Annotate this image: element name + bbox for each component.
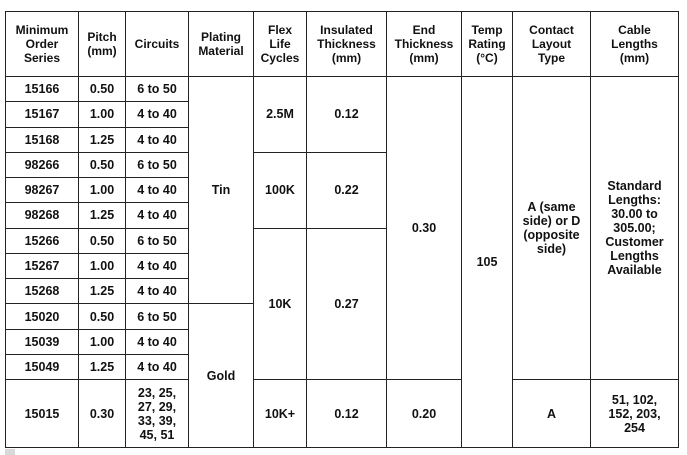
cable-lengths-cell: Standard Lengths: 30.00 to 305.00; Customer Lengths Available — [591, 77, 679, 380]
scroll-corner-mark — [5, 449, 15, 455]
insulated-thickness-cell: 0.27 — [307, 228, 387, 380]
header-temp-rating: Temp Rating (°C) — [462, 12, 513, 77]
circuits-cell: 4 to 40 — [126, 279, 189, 304]
pitch-cell: 0.50 — [79, 77, 126, 102]
circuits-cell: 4 to 40 — [126, 178, 189, 203]
circuits-cell: 6 to 50 — [126, 304, 189, 329]
header-row — [6, 12, 679, 77]
pitch-cell: 0.50 — [79, 228, 126, 253]
pitch-cell: 1.00 — [79, 253, 126, 278]
circuits-cell: 6 to 50 — [126, 228, 189, 253]
circuits-cell: 4 to 40 — [126, 102, 189, 127]
series-cell: 15020 — [6, 304, 79, 329]
flex-life-cell: 10K+ — [254, 380, 307, 448]
insulated-thickness-cell: 0.12 — [307, 380, 387, 448]
contact-layout-cell: A (same side) or D (opposite side) — [513, 77, 591, 380]
pitch-cell: 1.25 — [79, 127, 126, 152]
plating-tin-cell: Tin — [189, 77, 254, 304]
contact-layout-cell: A — [513, 380, 591, 448]
header-insulated-thickness: Insulated Thickness (mm) — [307, 12, 387, 77]
series-cell: 15266 — [6, 228, 79, 253]
header-end-thickness: End Thickness (mm) — [387, 12, 462, 77]
insulated-thickness-cell: 0.12 — [307, 77, 387, 153]
pitch-cell: 1.25 — [79, 279, 126, 304]
series-cell: 15167 — [6, 102, 79, 127]
pitch-cell: 0.50 — [79, 304, 126, 329]
circuits-cell: 4 to 40 — [126, 253, 189, 278]
pitch-cell: 1.00 — [79, 102, 126, 127]
header-circuits: Circuits — [126, 12, 189, 77]
insulated-thickness-cell: 0.22 — [307, 152, 387, 228]
circuits-cell: 4 to 40 — [126, 127, 189, 152]
end-thickness-cell: 0.30 — [387, 77, 462, 380]
pitch-cell: 0.30 — [79, 380, 126, 448]
flex-life-cell: 10K — [254, 228, 307, 380]
pitch-cell: 0.50 — [79, 152, 126, 177]
header-pitch: Pitch (mm) — [79, 12, 126, 77]
pitch-cell: 1.25 — [79, 203, 126, 228]
circuits-cell: 6 to 50 — [126, 152, 189, 177]
header-plating: Plating Material — [189, 12, 254, 77]
series-cell: 15015 — [6, 380, 79, 448]
series-cell: 98267 — [6, 178, 79, 203]
header-contact-layout: Contact Layout Type — [513, 12, 591, 77]
pitch-cell: 1.00 — [79, 329, 126, 354]
flex-life-cell: 2.5M — [254, 77, 307, 153]
circuits-cell: 6 to 50 — [126, 77, 189, 102]
pitch-cell: 1.00 — [79, 178, 126, 203]
connector-spec-table — [5, 11, 679, 448]
end-thickness-cell: 0.20 — [387, 380, 462, 448]
series-cell: 15039 — [6, 329, 79, 354]
flex-life-cell: 100K — [254, 152, 307, 228]
plating-gold-cell: Gold — [189, 304, 254, 448]
circuits-cell: 4 to 40 — [126, 354, 189, 379]
series-cell: 15049 — [6, 354, 79, 379]
series-cell: 15166 — [6, 77, 79, 102]
circuits-cell: 4 to 40 — [126, 329, 189, 354]
series-cell: 98266 — [6, 152, 79, 177]
header-series: Minimum Order Series — [6, 12, 79, 77]
series-cell: 98268 — [6, 203, 79, 228]
pitch-cell: 1.25 — [79, 354, 126, 379]
circuits-cell: 4 to 40 — [126, 203, 189, 228]
series-cell: 15267 — [6, 253, 79, 278]
temp-rating-cell: 105 — [462, 77, 513, 448]
header-cable-lengths: Cable Lengths (mm) — [591, 12, 679, 77]
circuits-cell: 23, 25, 27, 29, 33, 39, 45, 51 — [126, 380, 189, 448]
table-row — [6, 77, 679, 102]
series-cell: 15268 — [6, 279, 79, 304]
cable-lengths-cell: 51, 102, 152, 203, 254 — [591, 380, 679, 448]
table-row — [6, 380, 679, 448]
series-cell: 15168 — [6, 127, 79, 152]
header-flex-life: Flex Life Cycles — [254, 12, 307, 77]
